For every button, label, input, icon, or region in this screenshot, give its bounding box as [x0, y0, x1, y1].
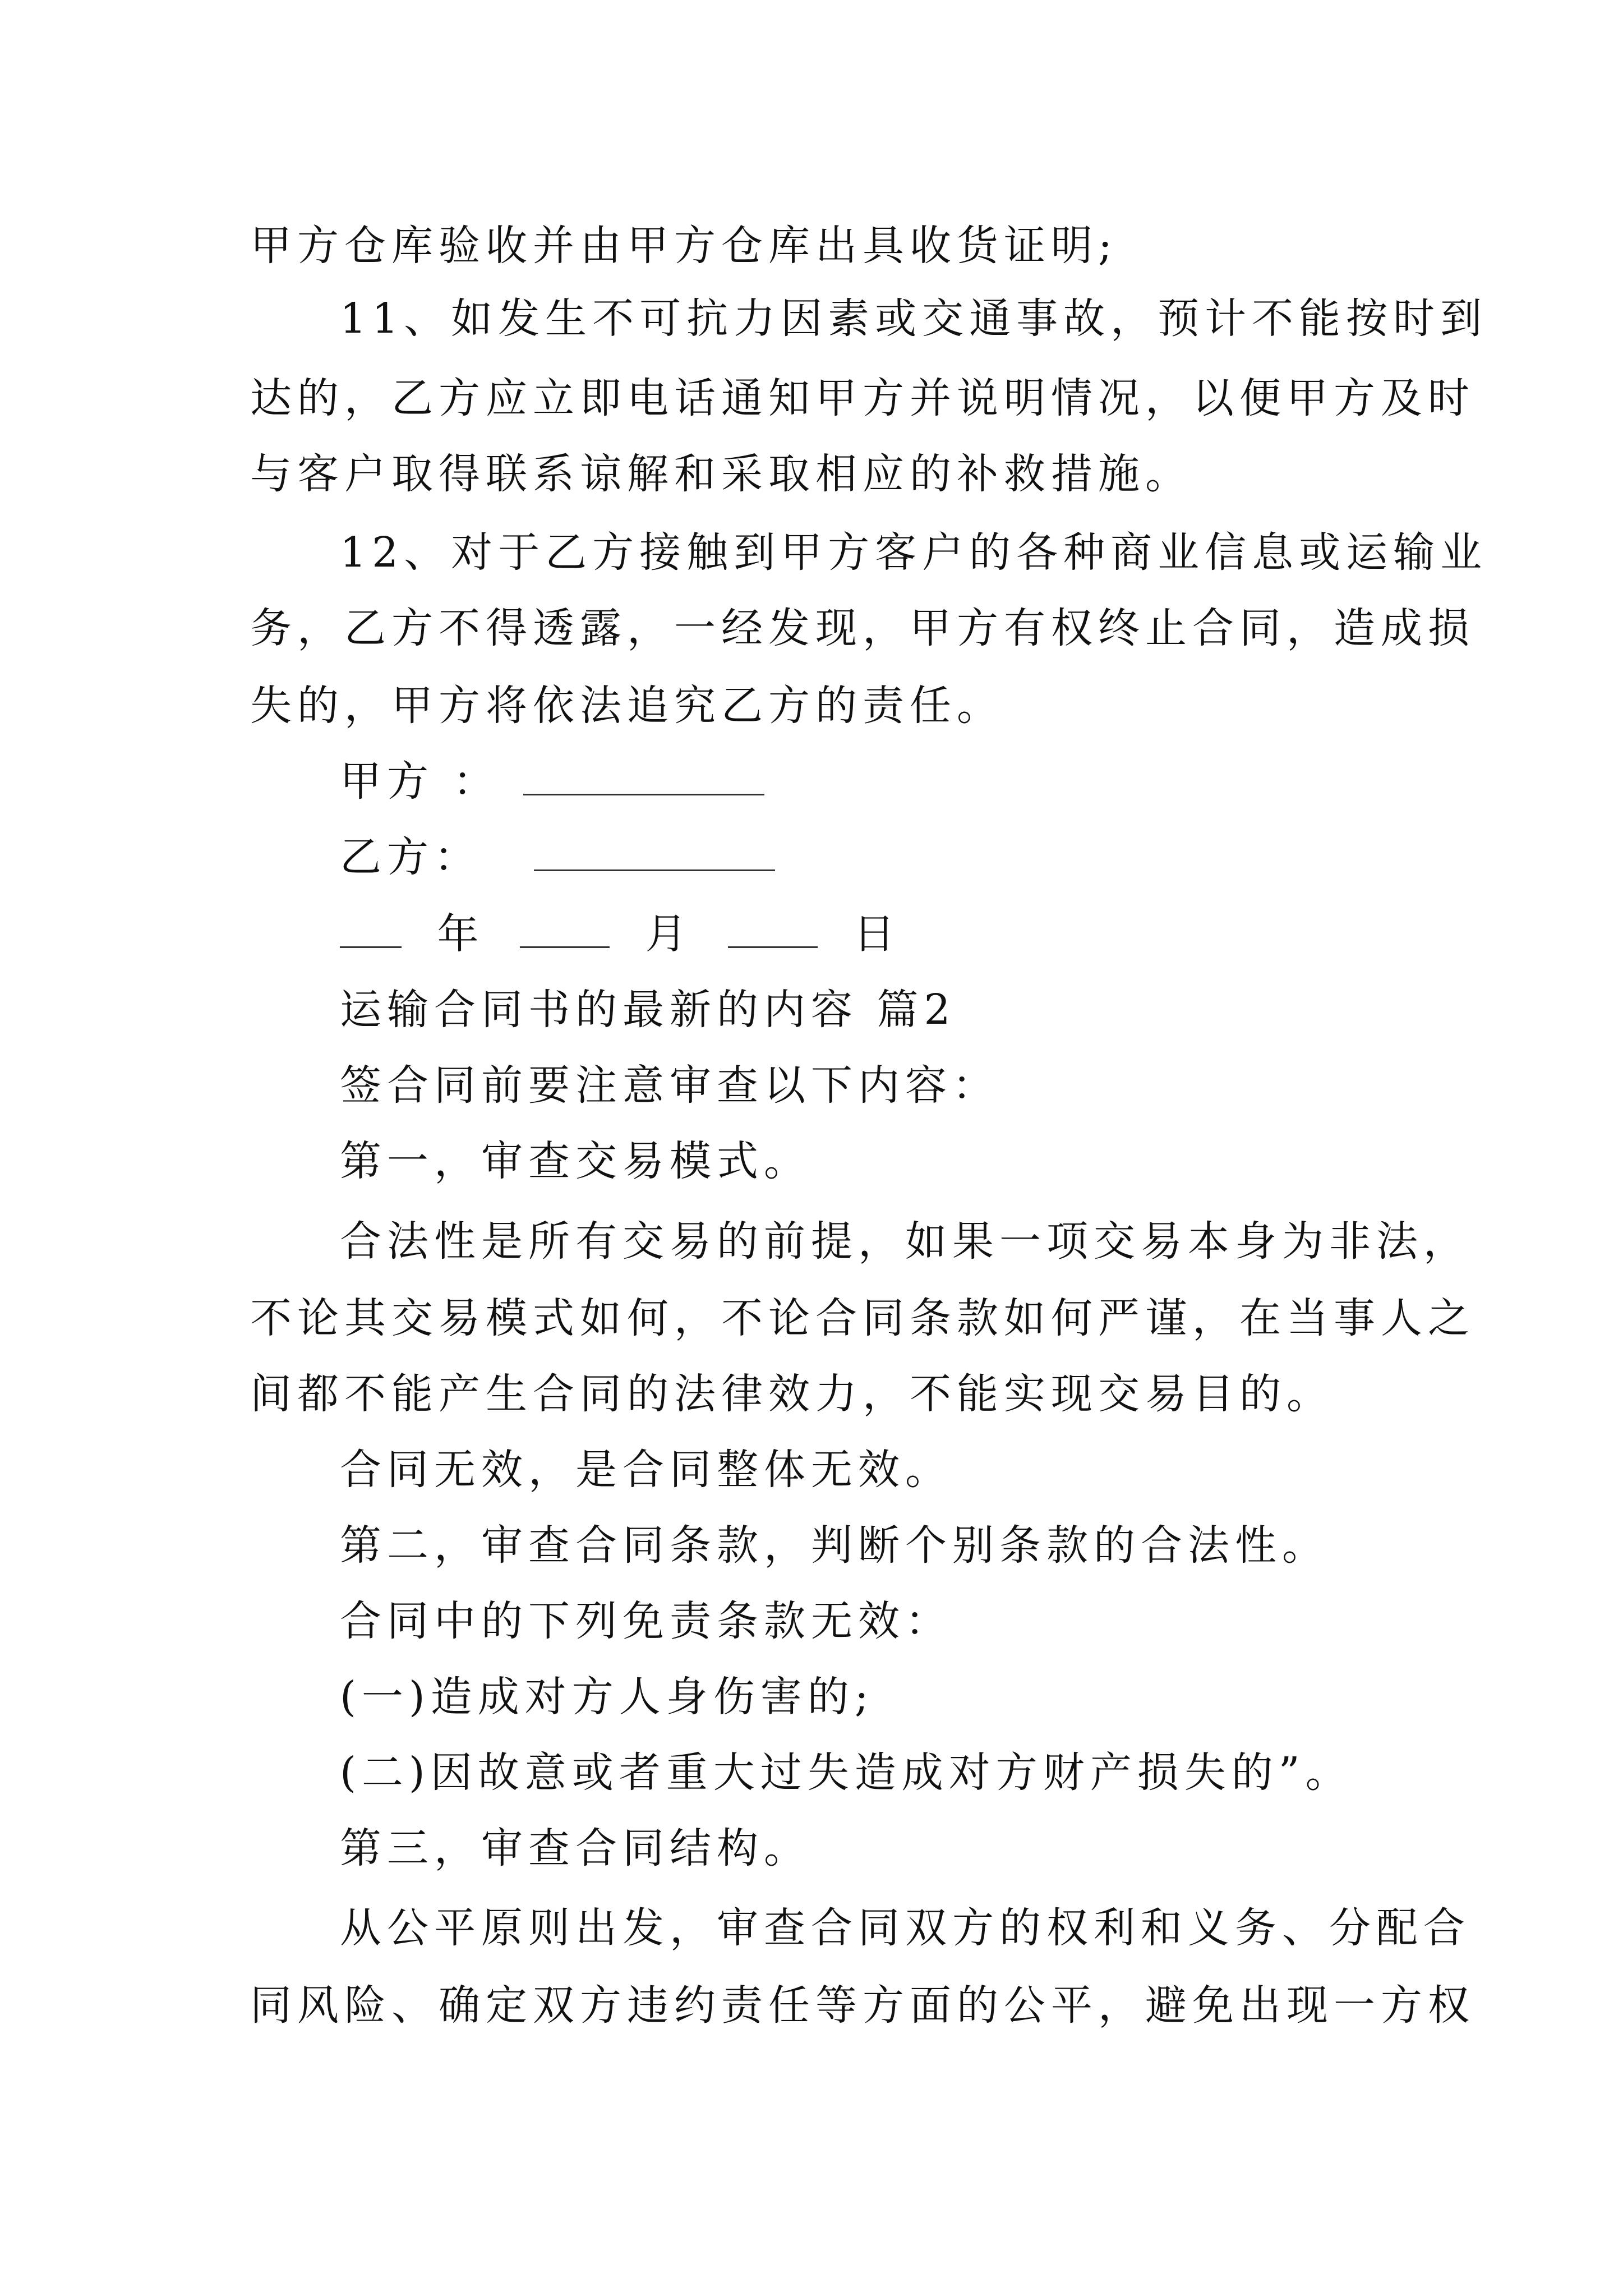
day-label: 日 [853, 910, 901, 958]
year-blank [340, 918, 402, 948]
year-label: 年 [437, 910, 485, 958]
section-heading: 运输合同书的最新的内容 篇2 [340, 986, 956, 1034]
party-a-label: 甲方 ： [340, 757, 500, 806]
party-b-label: 乙方： [340, 833, 481, 881]
text-line: 第二，审查合同条款，判断个别条款的合法性。 [340, 1521, 1329, 1570]
day-blank [728, 918, 818, 948]
text-line: 11、如发生不可抗力因素或交通事故，预计不能按时到 [340, 295, 1488, 343]
text-line: 第三，审查合同结构。 [340, 1824, 811, 1872]
signature-party-b [340, 829, 775, 885]
text-line: 合同中的下列免责条款无效： [340, 1597, 952, 1645]
text-line: (一)造成对方人身伤害的; [340, 1673, 874, 1721]
text-line: 从公平原则出发，审查合同双方的权利和义务、分配合 [340, 1904, 1470, 1952]
text-line: 签合同前要注意审查以下内容： [340, 1061, 999, 1110]
text-line: 12、对于乙方接触到甲方客户的各种商业信息或运输业 [340, 528, 1488, 577]
text-line: 间都不能产生合同的法律效力，不能实现交易目的。 [250, 1370, 1334, 1418]
signature-party-a [340, 753, 764, 809]
text-line: 同风险、确定双方违约责任等方面的公平，避免出现一方权 [250, 1981, 1475, 2030]
text-line: 务，乙方不得透露，一经发现，甲方有权终止合同，造成损 [250, 604, 1475, 652]
text-line: 不论其交易模式如何，不论合同条款如何严谨，在当事人之 [250, 1294, 1475, 1342]
text-line: 合法性是所有交易的前提，如果一项交易本身为非法， [340, 1217, 1470, 1266]
text-line: 合同无效，是合同整体无效。 [340, 1446, 952, 1494]
party-b-blank [534, 841, 775, 871]
text-line: 第一，审查交易模式。 [340, 1137, 811, 1185]
text-line: 失的，甲方将依法追究乙方的责任。 [250, 682, 1004, 730]
month-blank [520, 918, 610, 948]
month-label: 月 [645, 910, 693, 958]
signature-date [340, 906, 901, 962]
text-line: 甲方仓库验收并由甲方仓库出具收货证明; [250, 222, 1118, 270]
party-a-blank [523, 766, 764, 795]
text-line: (二)因故意或者重大过失造成对方财产损失的”。 [340, 1749, 1353, 1797]
text-line: 达的，乙方应立即电话通知甲方并说明情况，以便甲方及时 [250, 374, 1475, 422]
text-line: 与客户取得联系谅解和采取相应的补救措施。 [250, 450, 1192, 498]
